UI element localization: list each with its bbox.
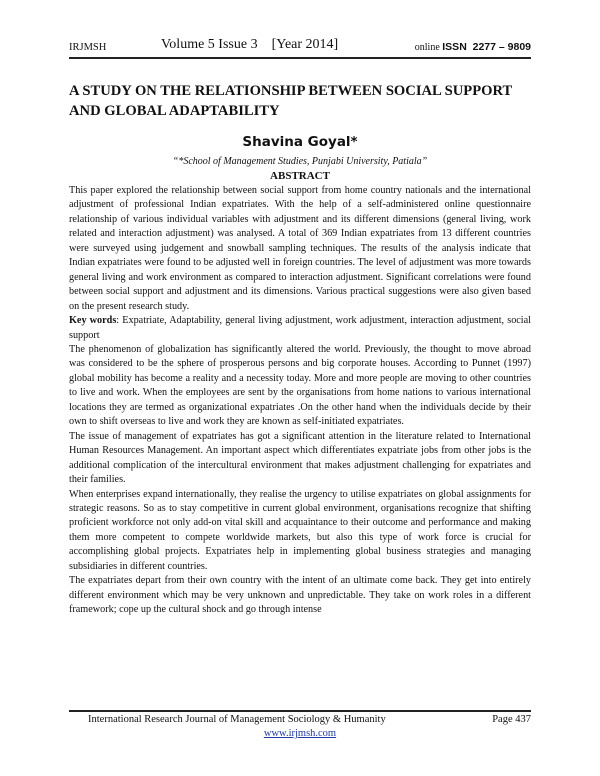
abstract-heading: ABSTRACT xyxy=(270,170,330,182)
title-line-1: A STUDY ON THE RELATIONSHIP BETWEEN SOCIAL SUPPORT xyxy=(69,83,513,99)
running-footer xyxy=(69,714,531,728)
header-rule xyxy=(69,57,531,59)
running-header xyxy=(69,38,531,54)
issn-info xyxy=(415,39,531,56)
paper-title xyxy=(69,81,531,121)
article-body xyxy=(69,184,531,618)
keywords-paragraph xyxy=(69,314,531,343)
footer-journal-name: International Research Journal of Management Sociology & Humanity xyxy=(88,714,386,725)
keywords-list: : Expatriate, Adaptability, general living adjustment, work adjustment, interaction adjustment, social support xyxy=(69,315,531,341)
author-name: Shavina Goyal* xyxy=(242,134,358,150)
volume-issue-year: Volume 5 Issue 3 [Year 2014] xyxy=(161,37,339,52)
paragraph: When enterprises expand internationally, they realise the urgency to utilise expatriates on global assignments for strategic reasons. So as to stay competitive in current global environment, organisations recognize that shifting proficient workforce not only add-on vital skill and acquaintance to their outcome and performance and making them more competent to compete worldwide markets, but also this type of work force is crucial for accomplishing global projects. Expatriates help in implementing global business strategies and managing subsidiaries in different countries. xyxy=(69,488,531,572)
title-line-2: AND GLOBAL ADAPTABILITY xyxy=(69,103,280,119)
online-prefix: online xyxy=(414,42,443,53)
journal-website-link[interactable]: www.irjmsh.com xyxy=(263,728,337,739)
issn-number: ISSN 2277 – 9809 xyxy=(442,41,531,53)
abstract-text: This paper explored the relationship between social support from home country nationals and the international adjustment of professional Indian expatriates. With the help of a self-administered online questionnaire relationship of various individual variables with adjustment and its different dimensions (general living, work related and interaction adjustment) was analysed. A total of 369 Indian expatriates from 13 different countries were surveyed using judgement and snowball sampling techniques. The results of the analysis indicate that Indian expatriates were found to be adjusted well in foreign countries. The level of adjustment was more towards general living and work environment as compared to interaction adjustment. Significant correlations were found between social support and adjustment and its dimensions. Various practical suggestions were also given based on the present research study. xyxy=(69,185,531,312)
page-number: Page 437 xyxy=(492,714,531,725)
journal-abbreviation: IRJMSH xyxy=(69,42,107,53)
paragraph: The expatriates depart from their own country with the intent of an ultimate come back. They get into entirely different environment which may be very unknown and unpredictable. They take on work roles in a different framework; cope up the cultural shock and go through intense xyxy=(69,575,531,616)
author-affiliation: “*School of Management Studies, Punjabi University, Patiala” xyxy=(172,156,428,167)
keywords-label: Key words xyxy=(69,315,117,327)
paragraph: The issue of management of expatriates has got a significant attention in the literature related to International Human Resources Management. An important aspect which differentiates expatriate jobs from other jobs is the additional complication of the intercultural environment that makes adjustment challenging for expatriates and their families. xyxy=(69,430,531,486)
paragraph: The phenomenon of globalization has significantly altered the world. Previously, the thought to move abroad was considered to be the sphere of prosperous persons and big corporate houses. According to Punnet (1997) global mobility has become a reality and a necessity today. More and more people are moving to other countries to live and work. When the employees are sent by the organisations from home nations to various international locations they are termed as organizational expatriates .On the other hand when the individuals decide by their own to shift overseas to live and work they are known as self-initiated expatriates. xyxy=(69,343,531,428)
footer-rule xyxy=(69,710,531,712)
